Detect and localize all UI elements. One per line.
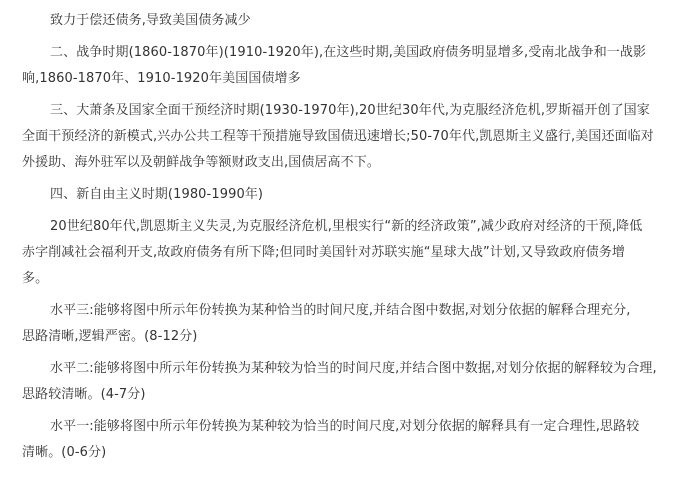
text-line: 赤字削减社会福利开支,故政府债务有所下降;但同时美国针对苏联实施“星球大战”计划,又导致政府债务增 [22,245,626,260]
text-line: 多。 [22,271,49,286]
text-line: 20世纪80年代,凯恩斯主义失灵,为克服经济危机,里根实行“新的经济政策”,减少政府对经济的干预,降低 [50,219,643,234]
text-line: 二、战争时期(1860-1870年)(1910-1920年),在这些时期,美国政府债务明显增多,受南北战争和一战影 [50,45,647,60]
text-line: 四、新自由主义时期(1980-1990年) [50,187,264,202]
text-line: 水平三:能够将图中所示年份转换为某种恰当的时间尺度,并结合图中数据,对划分依据的解释合理充分, [50,303,631,318]
text-line: 全面干预经济的新模式,兴办公共工程等干预措施导致国债迅速增长;50-70年代,凯恩斯主义盛行,美国还面临对 [22,129,654,144]
text-line: 思路清晰,逻辑严密。(8-12分) [22,329,198,344]
text-line: 水平一:能够将图中所示年份转换为某种较为恰当的时间尺度,对划分依据的解释具有一定合理性,思路较 [50,419,640,434]
text-line: 致力于偿还债务,导致美国债务减少 [50,13,251,28]
text-line: 思路较清晰。(4-7分) [22,387,146,402]
text-line: 响,1860-1870年、1910-1920年美国国债增多 [22,71,301,86]
text-line: 外援助、海外驻军以及朝鲜战争等额财政支出,国债居高不下。 [22,155,380,170]
text-line: 清晰。(0-6分) [22,445,107,460]
text-line: 三、大萧条及国家全面干预经济时期(1930-1970年),20世纪30年代,为克服经济危机,罗斯福开创了国家 [50,103,650,118]
text-line: 水平二:能够将图中所示年份转换为某种较为恰当的时间尺度,并结合图中数据,对划分依据的解释较为合理, [50,361,657,376]
